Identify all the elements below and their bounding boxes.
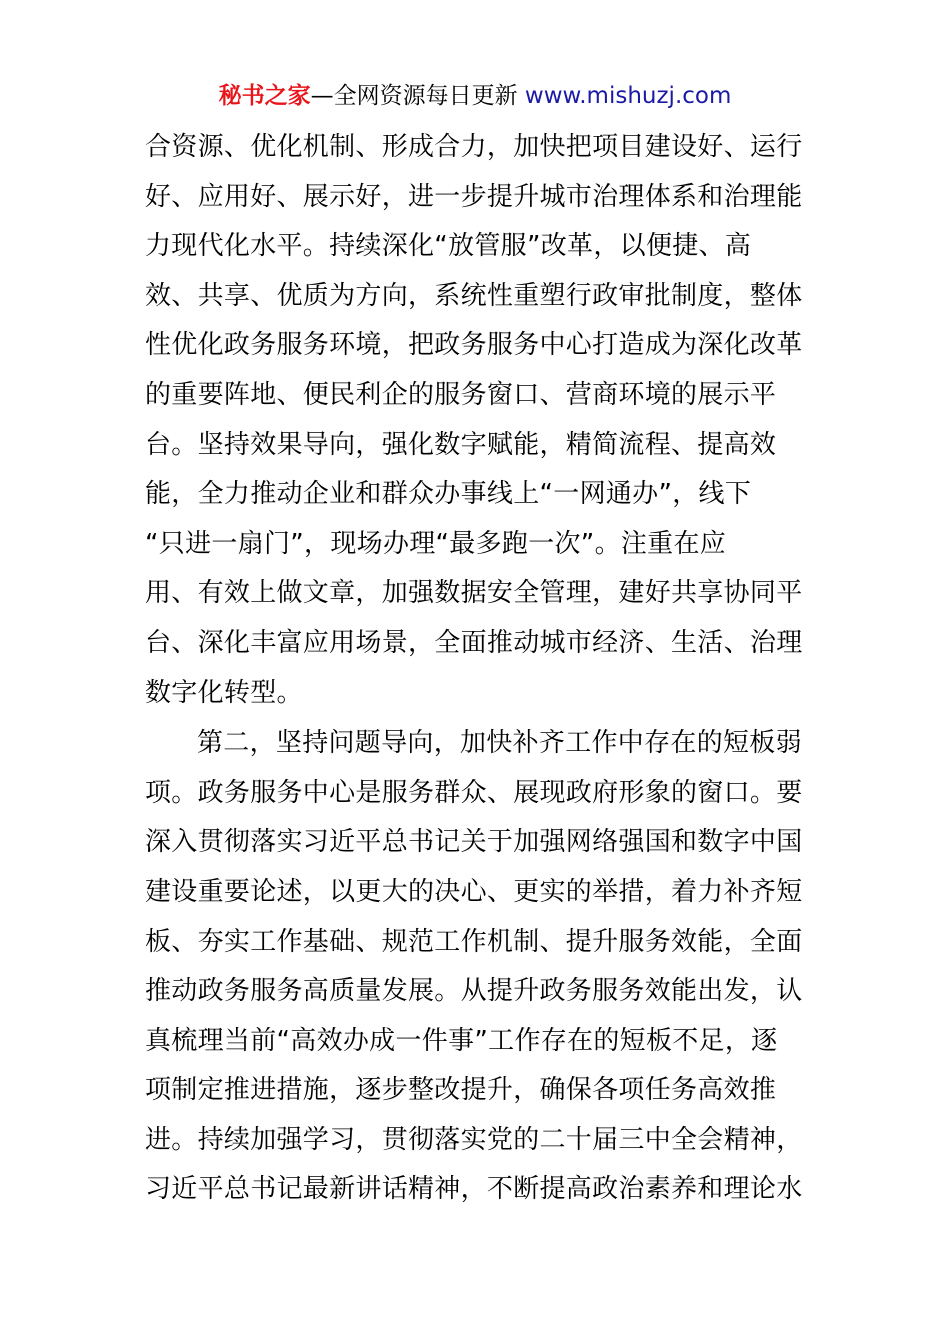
site-header	[0, 80, 950, 112]
text-line: 项。政务服务中心是服务群众、展现政府形象的窗口。要	[145, 777, 803, 808]
text-line: 数字化转型。	[145, 677, 303, 708]
text-line: 台、深化丰富应用场景，全面推动城市经济、生活、治理	[145, 627, 803, 658]
text-line: 推动政务服务高质量发展。从提升政务服务效能出发，认	[145, 976, 803, 1007]
text-line: 效、共享、优质为方向，系统性重塑行政审批制度，整体	[145, 280, 803, 311]
text-line: 真梳理当前“高效办成一件事”工作存在的短板不足，逐	[145, 1025, 778, 1056]
text-line: 性优化政务服务环境，把政务服务中心打造成为深化改革	[145, 330, 803, 361]
text-line: 进。持续加强学习，贯彻落实党的二十届三中全会精神，	[145, 1124, 803, 1155]
site-tagline: —全网资源每日更新	[310, 83, 518, 109]
text-line: “只进一扇门”，现场办理“最多跑一次”。注重在应	[145, 528, 727, 559]
text-line: 台。坚持效果导向，强化数字赋能，精简流程、提高效	[145, 429, 777, 460]
text-line: 的重要阵地、便民利企的服务窗口、营商环境的展示平	[145, 379, 777, 410]
text-line: 能，全力推动企业和群众办事线上“一网通办”，线下	[145, 479, 752, 510]
text-line: 力现代化水平。持续深化“放管服”改革，以便捷、高	[145, 231, 752, 262]
text-line: 合资源、优化机制、形成合力，加快把项目建设好、运行	[145, 132, 803, 162]
text-line: 好、应用好、展示好，进一步提升城市治理体系和治理能	[145, 181, 803, 212]
text-line: 项制定推进措施，逐步整改提升，确保各项任务高效推	[145, 1075, 777, 1106]
paragraph-first-line: 第二，坚持问题导向，加快补齐工作中存在的短板弱	[197, 728, 802, 759]
document-body	[145, 123, 813, 1215]
text-line: 习近平总书记最新讲话精神，不断提高政治素养和理论水	[145, 1174, 803, 1205]
text-line: 深入贯彻落实习近平总书记关于加强网络强国和数字中国	[145, 827, 803, 858]
text-line: 建设重要论述，以更大的决心、更实的举措，着力补齐短	[145, 876, 803, 907]
text-line: 板、夯实工作基础、规范工作机制、提升服务效能，全面	[145, 926, 803, 957]
text-line: 用、有效上做文章，加强数据安全管理，建好共享协同平	[145, 578, 803, 609]
site-url-link[interactable]: www.mishuzj.com	[524, 83, 732, 109]
site-brand: 秘书之家	[218, 83, 311, 109]
